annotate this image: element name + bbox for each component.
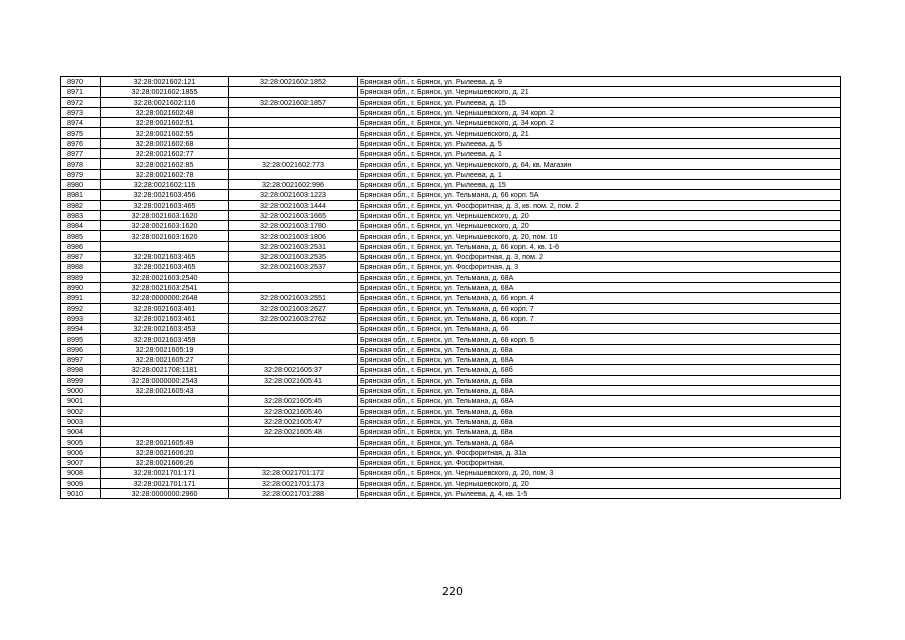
address-cell: Брянская обл., г. Брянск, ул. Фосфоритная, д. 3, кв. пом. 2, пом. 2 <box>358 200 841 210</box>
row-number-cell: 9001 <box>61 396 101 406</box>
cadastral-number-cell: 32:28:0021605:43 <box>101 385 229 395</box>
row-number-cell: 8980 <box>61 179 101 189</box>
table-row <box>61 396 841 406</box>
table-row <box>61 437 841 447</box>
row-number-cell: 9008 <box>61 468 101 478</box>
cadastral-number-cell: 32:28:0021602:68 <box>101 138 229 148</box>
cadastral-number-cell: 32:28:0021603:461 <box>101 313 229 323</box>
cadastral-number-cell: 32:28:0021701:171 <box>101 478 229 488</box>
object-number-cell: 32:28:0021602:773 <box>229 159 358 169</box>
address-cell: Брянская обл., г. Брянск, ул. Тельмана, д. 68а <box>358 406 841 416</box>
cadastral-number-cell: 32:28:0021603:2540 <box>101 272 229 282</box>
object-number-cell <box>229 149 358 159</box>
cadastral-number-cell: 32:28:0021603:465 <box>101 262 229 272</box>
address-cell: Брянская обл., г. Брянск, ул. Тельмана, д. 68а <box>358 416 841 426</box>
table-row <box>61 169 841 179</box>
table-row <box>61 272 841 282</box>
row-number-cell: 9006 <box>61 447 101 457</box>
address-cell: Брянская обл., г. Брянск, ул. Рылеева, д. 15 <box>358 97 841 107</box>
table-row <box>61 293 841 303</box>
cadastral-number-cell <box>101 416 229 426</box>
cadastral-number-cell: 32:28:0021602:48 <box>101 107 229 117</box>
table-row <box>61 128 841 138</box>
row-number-cell: 8994 <box>61 324 101 334</box>
cadastral-number-cell <box>101 396 229 406</box>
address-cell: Брянская обл., г. Брянск, ул. Тельмана, д. 66 корп. 5 <box>358 334 841 344</box>
row-number-cell: 8970 <box>61 77 101 87</box>
cadastral-number-cell: 32:28:0021603:1620 <box>101 231 229 241</box>
address-cell: Брянская обл., г. Брянск, ул. Чернышевского, д. 20 <box>358 478 841 488</box>
row-number-cell: 8978 <box>61 159 101 169</box>
table-row <box>61 324 841 334</box>
cadastral-number-cell: 32:28:0021602:121 <box>101 77 229 87</box>
object-number-cell: 32:28:0021605:46 <box>229 406 358 416</box>
object-number-cell <box>229 107 358 117</box>
object-number-cell <box>229 272 358 282</box>
object-number-cell: 32:28:0021602:1852 <box>229 77 358 87</box>
table-row <box>61 252 841 262</box>
table-row <box>61 190 841 200</box>
address-cell: Брянская обл., г. Брянск, ул. Тельмана, д. 66 корп. 4, кв. 1-6 <box>358 241 841 251</box>
cadastral-number-cell: 32:28:0021603:2541 <box>101 282 229 292</box>
cadastral-number-cell: 32:28:0021603:1620 <box>101 221 229 231</box>
table-row <box>61 447 841 457</box>
cadastral-number-cell <box>101 406 229 416</box>
address-cell: Брянская обл., г. Брянск, ул. Рылеева, д. 15 <box>358 179 841 189</box>
table-row <box>61 344 841 354</box>
object-number-cell: 32:28:0021605:41 <box>229 375 358 385</box>
cadastral-number-cell: 32:28:0021602:116 <box>101 97 229 107</box>
address-cell: Брянская обл., г. Брянск, ул. Чернышевского, д. 20, пом. 3 <box>358 468 841 478</box>
object-number-cell: 32:28:0021603:2535 <box>229 252 358 262</box>
table-row <box>61 468 841 478</box>
table-row <box>61 97 841 107</box>
row-number-cell: 8996 <box>61 344 101 354</box>
table-row <box>61 262 841 272</box>
cadastral-number-cell <box>101 241 229 251</box>
object-number-cell: 32:28:0021603:1780 <box>229 221 358 231</box>
address-cell: Брянская обл., г. Брянск, ул. Тельмана, д. 68б <box>358 365 841 375</box>
table-row <box>61 385 841 395</box>
cadastral-number-cell <box>101 427 229 437</box>
row-number-cell: 8993 <box>61 313 101 323</box>
object-number-cell: 32:28:0021701:173 <box>229 478 358 488</box>
address-cell: Брянская обл., г. Брянск, ул. Фосфоритная, д. 3, пом. 2 <box>358 252 841 262</box>
cadastral-number-cell: 32:28:0021602:55 <box>101 128 229 138</box>
object-number-cell: 32:28:0021602:1857 <box>229 97 358 107</box>
address-cell: Брянская обл., г. Брянск, ул. Рылеева, д. 4, кв. 1-5 <box>358 488 841 498</box>
address-cell: Брянская обл., г. Брянск, ул. Тельмана, д. 68А <box>358 437 841 447</box>
address-cell: Брянская обл., г. Брянск, ул. Рылеева, д. 5 <box>358 138 841 148</box>
address-cell: Брянская обл., г. Брянск, ул. Тельмана, д. 68а <box>358 375 841 385</box>
table-row <box>61 488 841 498</box>
table-row <box>61 138 841 148</box>
cadastral-number-cell: 32:28:0021602:78 <box>101 169 229 179</box>
row-number-cell: 8983 <box>61 210 101 220</box>
table-row <box>61 365 841 375</box>
cadastral-number-cell: 32:28:0021605:19 <box>101 344 229 354</box>
row-number-cell: 8977 <box>61 149 101 159</box>
cadastral-number-cell: 32:28:0021603:453 <box>101 324 229 334</box>
table-row <box>61 159 841 169</box>
object-number-cell: 32:28:0021603:2537 <box>229 262 358 272</box>
cadastral-number-cell: 32:28:0021602:1855 <box>101 87 229 97</box>
table-row <box>61 313 841 323</box>
object-number-cell <box>229 282 358 292</box>
address-cell: Брянская обл., г. Брянск, ул. Тельмана, д. 66 корп. 4 <box>358 293 841 303</box>
table-row <box>61 282 841 292</box>
cadastral-number-cell: 32:28:0000000:2960 <box>101 488 229 498</box>
table-row <box>61 87 841 97</box>
row-number-cell: 8979 <box>61 169 101 179</box>
row-number-cell: 8971 <box>61 87 101 97</box>
object-number-cell <box>229 457 358 467</box>
address-cell: Брянская обл., г. Брянск, ул. Тельмана, д. 68А <box>358 385 841 395</box>
cadastral-number-cell: 32:28:0021603:465 <box>101 252 229 262</box>
object-number-cell <box>229 447 358 457</box>
object-number-cell <box>229 138 358 148</box>
object-number-cell: 32:28:0021603:2551 <box>229 293 358 303</box>
table-row <box>61 457 841 467</box>
row-number-cell: 9004 <box>61 427 101 437</box>
row-number-cell: 8975 <box>61 128 101 138</box>
table-row <box>61 427 841 437</box>
object-number-cell: 32:28:0021603:1806 <box>229 231 358 241</box>
address-cell: Брянская обл., г. Брянск, ул. Чернышевского, д. 21 <box>358 87 841 97</box>
address-cell: Брянская обл., г. Брянск, ул. Тельмана, д. 66 корп. 7 <box>358 303 841 313</box>
object-number-cell <box>229 118 358 128</box>
address-cell: Брянская обл., г. Брянск, ул. Тельмана, д. 66 <box>358 324 841 334</box>
row-number-cell: 8985 <box>61 231 101 241</box>
cadastral-number-cell: 32:28:0021603:456 <box>101 190 229 200</box>
row-number-cell: 8973 <box>61 107 101 117</box>
object-number-cell <box>229 334 358 344</box>
row-number-cell: 8981 <box>61 190 101 200</box>
cadastral-number-cell: 32:28:0021605:27 <box>101 355 229 365</box>
address-cell: Брянская обл., г. Брянск, ул. Тельмана, д. 68а <box>358 427 841 437</box>
row-number-cell: 8992 <box>61 303 101 313</box>
address-cell: Брянская обл., г. Брянск, ул. Фосфоритная, д. 31а <box>358 447 841 457</box>
object-number-cell <box>229 169 358 179</box>
address-cell: Брянская обл., г. Брянск, ул. Рылеева, д. 1 <box>358 169 841 179</box>
table-row <box>61 200 841 210</box>
row-number-cell: 8990 <box>61 282 101 292</box>
row-number-cell: 9000 <box>61 385 101 395</box>
table-row <box>61 355 841 365</box>
address-cell: Брянская обл., г. Брянск, ул. Тельмана, д. 68а <box>358 344 841 354</box>
row-number-cell: 8997 <box>61 355 101 365</box>
address-cell: Брянская обл., г. Брянск, ул. Тельмана, д. 68А <box>358 355 841 365</box>
address-cell: Брянская обл., г. Брянск, ул. Чернышевского, д. 34 корп. 2 <box>358 118 841 128</box>
address-cell: Брянская обл., г. Брянск, ул. Рылеева, д. 1 <box>358 149 841 159</box>
table-row <box>61 375 841 385</box>
row-number-cell: 9009 <box>61 478 101 488</box>
row-number-cell: 8989 <box>61 272 101 282</box>
row-number-cell: 8988 <box>61 262 101 272</box>
cadastral-number-cell: 32:28:0021602:77 <box>101 149 229 159</box>
row-number-cell: 9003 <box>61 416 101 426</box>
row-number-cell: 8974 <box>61 118 101 128</box>
object-number-cell: 32:28:0021603:2531 <box>229 241 358 251</box>
row-number-cell: 8998 <box>61 365 101 375</box>
object-number-cell <box>229 324 358 334</box>
object-number-cell: 32:28:0021603:1444 <box>229 200 358 210</box>
address-cell: Брянская обл., г. Брянск, ул. Тельмана, д. 68А <box>358 396 841 406</box>
row-number-cell: 8995 <box>61 334 101 344</box>
object-number-cell: 32:28:0021605:45 <box>229 396 358 406</box>
table-row <box>61 416 841 426</box>
cadastral-number-cell: 32:28:0021708:1181 <box>101 365 229 375</box>
page-number: 220 <box>442 585 463 598</box>
cadastral-number-cell: 32:28:0021701:171 <box>101 468 229 478</box>
object-number-cell <box>229 128 358 138</box>
table-row <box>61 107 841 117</box>
table-row <box>61 221 841 231</box>
row-number-cell: 8984 <box>61 221 101 231</box>
table-row <box>61 478 841 488</box>
table-row <box>61 303 841 313</box>
object-number-cell <box>229 437 358 447</box>
row-number-cell: 8987 <box>61 252 101 262</box>
records-table-body <box>61 77 841 499</box>
address-cell: Брянская обл., г. Брянск, ул. Чернышевского, д. 20 <box>358 210 841 220</box>
row-number-cell: 9010 <box>61 488 101 498</box>
address-cell: Брянская обл., г. Брянск, ул. Тельмана, д. 68А <box>358 272 841 282</box>
row-number-cell: 9002 <box>61 406 101 416</box>
address-cell: Брянская обл., г. Брянск, ул. Чернышевского, д. 21 <box>358 128 841 138</box>
address-cell: Брянская обл., г. Брянск, ул. Тельмана, д. 66 корп. 5А <box>358 190 841 200</box>
object-number-cell <box>229 87 358 97</box>
row-number-cell: 8991 <box>61 293 101 303</box>
row-number-cell: 9007 <box>61 457 101 467</box>
object-number-cell: 32:28:0021701:172 <box>229 468 358 478</box>
table-row <box>61 118 841 128</box>
table-row <box>61 210 841 220</box>
object-number-cell: 32:28:0021603:2627 <box>229 303 358 313</box>
cadastral-number-cell: 32:28:0021606:20 <box>101 447 229 457</box>
row-number-cell: 8976 <box>61 138 101 148</box>
table-row <box>61 334 841 344</box>
row-number-cell: 8972 <box>61 97 101 107</box>
object-number-cell: 32:28:0021603:2762 <box>229 313 358 323</box>
address-cell: Брянская обл., г. Брянск, ул. Чернышевского, д. 64, кв. Магазин <box>358 159 841 169</box>
table-row <box>61 179 841 189</box>
cadastral-number-cell: 32:28:0021602:85 <box>101 159 229 169</box>
address-cell: Брянская обл., г. Брянск, ул. Рылеева, д. 9 <box>358 77 841 87</box>
object-number-cell: 32:28:0021603:1223 <box>229 190 358 200</box>
row-number-cell: 8982 <box>61 200 101 210</box>
cadastral-number-cell: 32:28:0021603:459 <box>101 334 229 344</box>
address-cell: Брянская обл., г. Брянск, ул. Фосфоритная, д. 3 <box>358 262 841 272</box>
row-number-cell: 8986 <box>61 241 101 251</box>
cadastral-number-cell: 32:28:0021606:26 <box>101 457 229 467</box>
cadastral-number-cell: 32:28:0021603:465 <box>101 200 229 210</box>
object-number-cell <box>229 344 358 354</box>
address-cell: Брянская обл., г. Брянск, ул. Чернышевского, д. 34 корп. 2 <box>358 107 841 117</box>
table-row <box>61 406 841 416</box>
address-cell: Брянская обл., г. Брянск, ул. Чернышевского, д. 20 <box>358 221 841 231</box>
row-number-cell: 8999 <box>61 375 101 385</box>
object-number-cell: 32:28:0021605:37 <box>229 365 358 375</box>
object-number-cell <box>229 385 358 395</box>
table-row <box>61 241 841 251</box>
cadastral-number-cell: 32:28:0021603:461 <box>101 303 229 313</box>
row-number-cell: 9005 <box>61 437 101 447</box>
cadastral-number-cell: 32:28:0021605:49 <box>101 437 229 447</box>
object-number-cell: 32:28:0021602:996 <box>229 179 358 189</box>
object-number-cell: 32:28:0021605:47 <box>229 416 358 426</box>
address-cell: Брянская обл., г. Брянск, ул. Чернышевского, д. 20, пом. 10 <box>358 231 841 241</box>
address-cell: Брянская обл., г. Брянск, ул. Фосфоритная, <box>358 457 841 467</box>
cadastral-number-cell: 32:28:0021602:116 <box>101 179 229 189</box>
cadastral-number-cell: 32:28:0000000:2543 <box>101 375 229 385</box>
address-cell: Брянская обл., г. Брянск, ул. Тельмана, д. 66 корп. 7 <box>358 313 841 323</box>
object-number-cell: 32:28:0021605:48 <box>229 427 358 437</box>
address-cell: Брянская обл., г. Брянск, ул. Тельмана, д. 68А <box>358 282 841 292</box>
table-row <box>61 231 841 241</box>
object-number-cell: 32:28:0021603:1665 <box>229 210 358 220</box>
cadastral-number-cell: 32:28:0000000:2648 <box>101 293 229 303</box>
table-row <box>61 149 841 159</box>
object-number-cell: 32:28:0021701:288 <box>229 488 358 498</box>
cadastral-number-cell: 32:28:0021603:1620 <box>101 210 229 220</box>
cadastral-number-cell: 32:28:0021602:51 <box>101 118 229 128</box>
table-row <box>61 77 841 87</box>
records-table <box>60 76 841 499</box>
object-number-cell <box>229 355 358 365</box>
